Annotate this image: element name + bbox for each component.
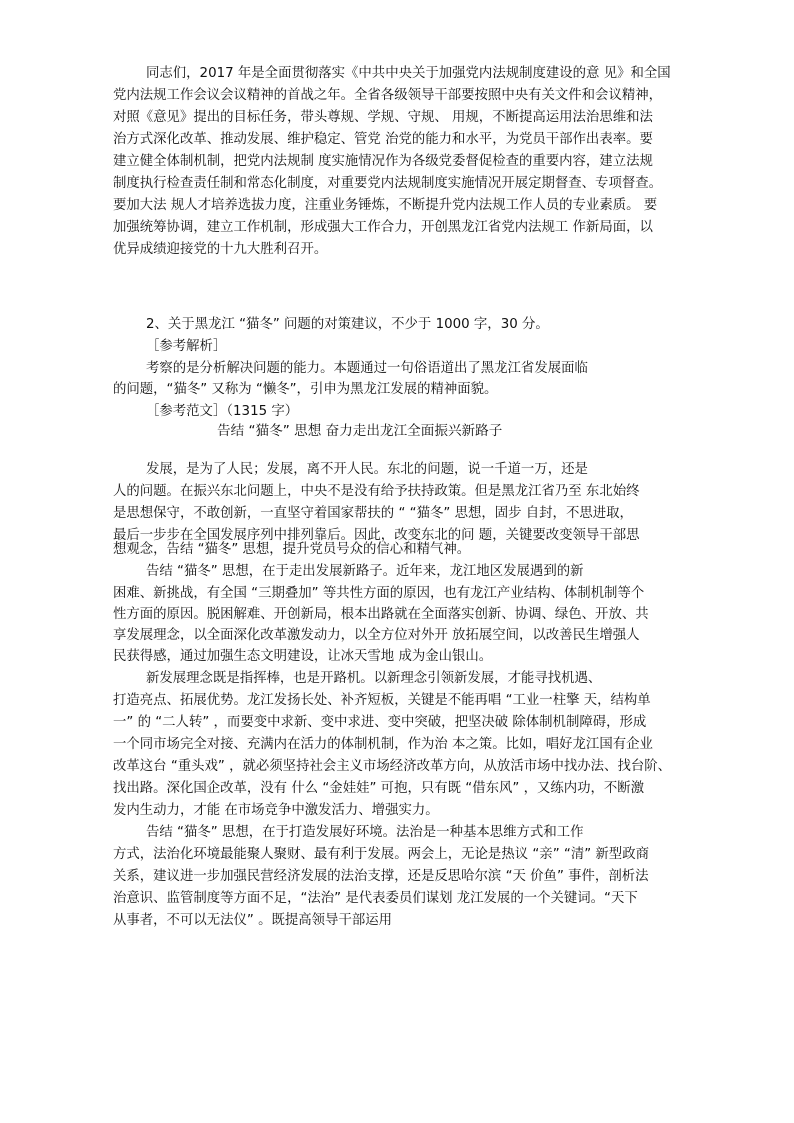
essay-title: 告结 “猫冬” 思想 奋力走出龙江全面振兴新路子 bbox=[217, 423, 503, 439]
text-line: 方式，法治化环境最能聚人聚财、最有利于发展。两会上，无论是热议 “亲” “清” 新型政商 bbox=[113, 847, 649, 862]
sample-tag: ［参考范文］（1315 字） bbox=[146, 404, 299, 419]
text-line: 改革这台 “重头戏” ，就必须坚持社会主义市场经济改革方向，从放活市场中找办法、找台阶、 bbox=[113, 759, 672, 774]
text-line: 新发展理念既是指挥棒，也是开路机。以新理念引领新发展，才能寻找机遇、 bbox=[146, 671, 602, 686]
text-line: 要加大法 规人才培养选拔力度，注重业务锤炼，不断提升党内法规工作人员的专业素质。 要 bbox=[113, 198, 658, 213]
text-line: 困难、新挑战，有全国 “三期叠加” 等共性方面的原因，也有龙江产业结构、体制机制等个 bbox=[113, 586, 645, 601]
text-line: 优异成绩迎接党的十九大胜利召开。 bbox=[113, 242, 328, 257]
text-line: 发展，是为了人民；发展，离不开人民。东北的问题，说一千道一万，还是 bbox=[146, 462, 588, 477]
text-line: 享发展理念，以全面深化改革激发动力，以全方位对外开 放拓展空间，以改善民生增强人 bbox=[113, 628, 640, 643]
text-line: 一” 的 “二人转” ，而要变中求新、变中求进、变中突破，把坚决破 除体制机制障碍，形成 bbox=[113, 715, 647, 730]
text-line: 一个同市场完全对接、充满内在活力的体制机制，作为治 本之策。比如，唱好龙江国有企业 bbox=[113, 737, 653, 752]
text-line: 的问题，“猫冬” 又称为 “懒冬”，引申为黑龙江发展的精神面貌。 bbox=[113, 382, 498, 397]
text-line: 对照《意见》提出的目标任务，带头尊规、学规、守规、 用规，不断提高运用法治思维和法 bbox=[113, 110, 653, 125]
text-line: 民获得感，通过加强生态文明建设，让冰天雪地 成为金山银山。 bbox=[113, 649, 493, 664]
text-line: 性方面的原因。脱困解难、开创新局，根本出路就在全面落实创新、协调、绿色、开放、共 bbox=[113, 607, 649, 622]
text-line: 最后一步步在全国发展序列中排列靠后。因此，改变东北的问 题，关键要改变领导干部思 bbox=[113, 528, 640, 543]
text-line: 党内法规工作会议会议精神的首战之年。全省各级领导干部要按照中央有关文件和会议精神， bbox=[113, 88, 663, 103]
analysis-tag: ［参考解析］ bbox=[146, 339, 227, 354]
text-line: 是思想保守，不敢创新，一直坚守着国家帮扶的 “ “猫冬” 思想，固步 自封，不思进取， bbox=[113, 506, 633, 521]
text-line: 告结 “猫冬” 思想，在于走出发展新路子。近年来，龙江地区发展遇到的新 bbox=[146, 564, 584, 579]
text-line: 同志们，2017 年是全面贯彻落实《中共中央关于加强党内法规制度建设的意 见》和全国 bbox=[146, 66, 671, 81]
text-line: 建立健全体制机制，把党内法规制 度实施情况作为各级党委督促检查的重要内容，建立法规 bbox=[113, 154, 653, 169]
text-line: 找出路。深化国企改革，没有 什么 “金娃娃” 可抱，只有既 “借东风” ，又练内功，不断激 bbox=[113, 781, 645, 796]
text-line: 关系，建议进一步加强民营经济发展的法治支撑，还是反思哈尔滨 “天 价鱼” 事件，剖析法 bbox=[113, 869, 649, 884]
question-heading: 2、关于黑龙江 “猫冬” 问题的对策建议，不少于 1000 字，30 分。 bbox=[146, 317, 549, 332]
text-line: 发内生动力，才能 在市场竞争中激发活力、增强实力。 bbox=[113, 803, 439, 818]
text-line: 加强统筹协调，建立工作机制，形成强大工作合力，开创黑龙江省党内法规工 作新局面，以 bbox=[113, 220, 653, 235]
text-line: 治方式深化改革、推动发展、维护稳定、管党 治党的能力和水平，为党员干部作出表率。要 bbox=[113, 132, 653, 147]
text-line: 考察的是分析解决问题的能力。本题通过一句俗语道出了黑龙江省发展面临 bbox=[146, 361, 588, 376]
text-line: 治意识、监管制度等方面不足，“法治” 是代表委员们谋划 龙江发展的一个关键词。“天下 bbox=[113, 891, 638, 906]
text-line: 人的问题。在振兴东北问题上，中央不是没有给予扶持政策。但是黑龙江省乃至 东北始终 bbox=[113, 484, 640, 499]
text-line: 告结 “猫冬” 思想，在于打造发展好环境。法治是一种基本思维方式和工作 bbox=[146, 825, 584, 840]
text-line: 打造亮点、拓展优势。龙江发扬长处、补齐短板，关键是不能再唱 “工业一柱擎 天，结构单 bbox=[113, 693, 651, 708]
text-line: 从事者，不可以无法仪” 。既提高领导干部运用 bbox=[113, 913, 393, 928]
text-line: 制度执行检查责任制和常态化制度，对重要党内法规制度实施情况开展定期督查、专项督查。 bbox=[113, 176, 663, 191]
text-line: 想观念，告结 “猫冬” 思想，提升党员号众的信心和精气神。 bbox=[113, 542, 471, 557]
